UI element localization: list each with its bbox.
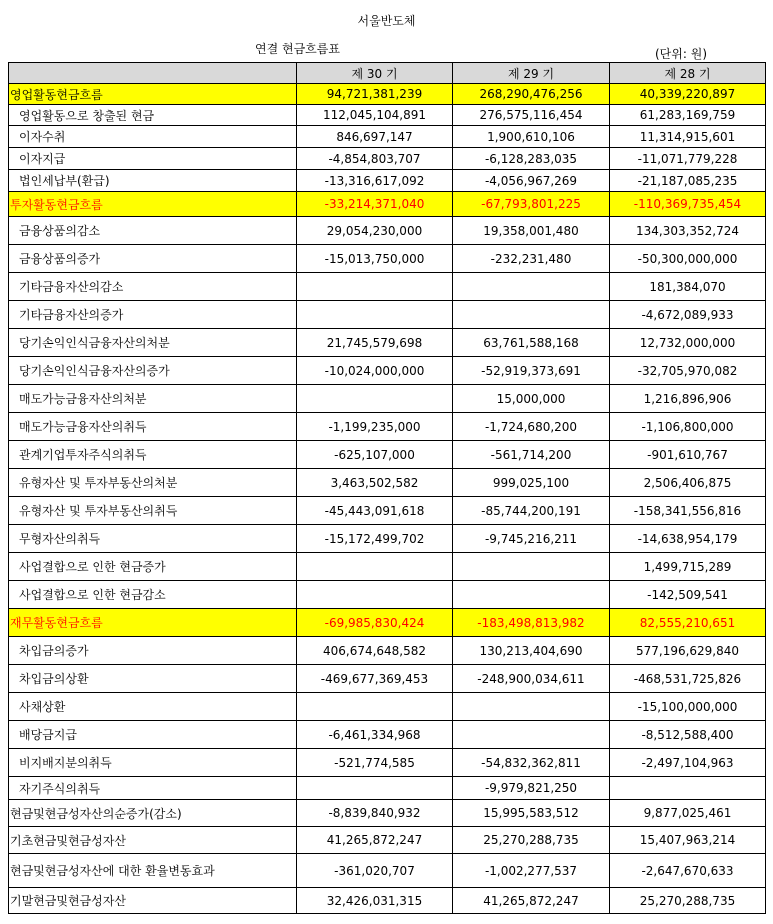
value-period-30: -10,024,000,000 [297,357,453,385]
header-row [9,63,766,84]
value-period-30: -8,839,840,932 [297,800,453,827]
table-row [9,777,766,800]
value-period-30: -4,854,803,707 [297,148,453,170]
value-period-30: 406,674,648,582 [297,637,453,665]
cash-flow-table [8,62,766,914]
value-period-30: -69,985,830,424 [297,609,453,637]
value-period-30: 29,054,230,000 [297,217,453,245]
value-period-30 [297,777,453,800]
row-label: 현금및현금성자산에 대한 환율변동효과 [9,854,297,888]
row-label: 금융상품의증가 [9,245,297,273]
row-label: 기초현금및현금성자산 [9,827,297,854]
value-period-28: -50,300,000,000 [610,245,766,273]
value-period-30 [297,581,453,609]
value-period-29: 15,000,000 [453,385,610,413]
value-period-28: -2,497,104,963 [610,749,766,777]
table-row [9,84,766,105]
value-period-29 [453,301,610,329]
row-label: 관계기업투자주식의취득 [9,441,297,469]
value-period-29: -232,231,480 [453,245,610,273]
table-row [9,854,766,888]
table-row [9,525,766,553]
value-period-28: 40,339,220,897 [610,84,766,105]
row-label: 현금및현금성자산의순증가(감소) [9,800,297,827]
value-period-28: -901,610,767 [610,441,766,469]
value-period-30: 846,697,147 [297,126,453,148]
value-period-29: 130,213,404,690 [453,637,610,665]
value-period-29 [453,553,610,581]
value-period-29: -52,919,373,691 [453,357,610,385]
row-label: 기말현금및현금성자산 [9,888,297,914]
row-label: 영업활동현금흐름 [9,84,297,105]
table-row [9,693,766,721]
value-period-28: -2,647,670,633 [610,854,766,888]
value-period-29: 1,900,610,106 [453,126,610,148]
value-period-30: 94,721,381,239 [297,84,453,105]
row-label: 재무활동현금흐름 [9,609,297,637]
value-period-30: -15,172,499,702 [297,525,453,553]
value-period-30: -625,107,000 [297,441,453,469]
row-label: 투자활동현금흐름 [9,192,297,217]
row-label: 사업결합으로 인한 현금감소 [9,581,297,609]
row-label: 당기손익인식금융자산의처분 [9,329,297,357]
row-label: 이자수취 [9,126,297,148]
header-blank [9,63,297,84]
value-period-28: 181,384,070 [610,273,766,301]
table-row [9,581,766,609]
row-label: 매도가능금융자산의처분 [9,385,297,413]
row-label: 기타금융자산의증가 [9,301,297,329]
table-row [9,553,766,581]
value-period-30: -33,214,371,040 [297,192,453,217]
value-period-28: -110,369,735,454 [610,192,766,217]
unit-label: (단위: 원) [655,47,707,61]
value-period-30: -15,013,750,000 [297,245,453,273]
table-row [9,637,766,665]
value-period-28: 15,407,963,214 [610,827,766,854]
row-label: 유형자산 및 투자부동산의취득 [9,497,297,525]
value-period-28: -158,341,556,816 [610,497,766,525]
row-label: 유형자산 및 투자부동산의처분 [9,469,297,497]
value-period-29: -9,979,821,250 [453,777,610,800]
company-name: 서울반도체 [357,14,416,28]
value-period-28: 2,506,406,875 [610,469,766,497]
value-period-29: -1,724,680,200 [453,413,610,441]
table-row [9,301,766,329]
row-label: 법인세납부(환급) [9,170,297,192]
value-period-30: -45,443,091,618 [297,497,453,525]
value-period-28: 1,216,896,906 [610,385,766,413]
value-period-28 [610,777,766,800]
value-period-30: -1,199,235,000 [297,413,453,441]
table-row [9,827,766,854]
row-label: 당기손익인식금융자산의증가 [9,357,297,385]
row-label: 기타금융자산의감소 [9,273,297,301]
row-label: 사채상환 [9,693,297,721]
value-period-28: -32,705,970,082 [610,357,766,385]
value-period-30 [297,273,453,301]
table-row [9,413,766,441]
table-row [9,385,766,413]
table-row [9,192,766,217]
table-row [9,469,766,497]
row-label: 영업활동으로 창출된 현금 [9,105,297,126]
value-period-29: -85,744,200,191 [453,497,610,525]
row-label: 사업결합으로 인한 현금증가 [9,553,297,581]
value-period-29: -183,498,813,982 [453,609,610,637]
value-period-28: -1,106,800,000 [610,413,766,441]
table-row [9,273,766,301]
statement-title: 연결 현금흐름표 [255,42,340,56]
value-period-30 [297,301,453,329]
value-period-30: 21,745,579,698 [297,329,453,357]
row-label: 배당금지급 [9,721,297,749]
row-label: 차입금의증가 [9,637,297,665]
value-period-29: -248,900,034,611 [453,665,610,693]
value-period-29 [453,721,610,749]
value-period-29: -67,793,801,225 [453,192,610,217]
table-row [9,800,766,827]
value-period-28: -468,531,725,826 [610,665,766,693]
value-period-28: 1,499,715,289 [610,553,766,581]
value-period-29: -1,002,277,537 [453,854,610,888]
value-period-29: 999,025,100 [453,469,610,497]
value-period-30: -13,316,617,092 [297,170,453,192]
row-label: 매도가능금융자산의취득 [9,413,297,441]
table-row [9,609,766,637]
value-period-29: 19,358,001,480 [453,217,610,245]
table-row [9,888,766,914]
value-period-29: 276,575,116,454 [453,105,610,126]
value-period-30: 3,463,502,582 [297,469,453,497]
value-period-28: -142,509,541 [610,581,766,609]
value-period-29 [453,581,610,609]
value-period-30 [297,553,453,581]
table-row [9,357,766,385]
value-period-29 [453,273,610,301]
value-period-28: 11,314,915,601 [610,126,766,148]
value-period-28: 9,877,025,461 [610,800,766,827]
row-label: 비지배지분의취득 [9,749,297,777]
table-row [9,105,766,126]
header-period-28: 제 28 기 [610,63,766,84]
value-period-29: -9,745,216,211 [453,525,610,553]
value-period-28: 12,732,000,000 [610,329,766,357]
value-period-28: -14,638,954,179 [610,525,766,553]
value-period-28: -11,071,779,228 [610,148,766,170]
table-row [9,497,766,525]
value-period-30: -361,020,707 [297,854,453,888]
value-period-29: 268,290,476,256 [453,84,610,105]
value-period-29: 15,995,583,512 [453,800,610,827]
value-period-29: -4,056,967,269 [453,170,610,192]
table-row [9,721,766,749]
header-period-30: 제 30 기 [297,63,453,84]
table-row [9,148,766,170]
value-period-30: 41,265,872,247 [297,827,453,854]
row-label: 차입금의상환 [9,665,297,693]
value-period-29: 63,761,588,168 [453,329,610,357]
value-period-28: -15,100,000,000 [610,693,766,721]
table-row [9,749,766,777]
table-row [9,245,766,273]
row-label: 금융상품의감소 [9,217,297,245]
header-period-29: 제 29 기 [453,63,610,84]
row-label: 자기주식의취득 [9,777,297,800]
value-period-29: 25,270,288,735 [453,827,610,854]
value-period-29: -54,832,362,811 [453,749,610,777]
value-period-30 [297,693,453,721]
value-period-29: 41,265,872,247 [453,888,610,914]
value-period-28: 25,270,288,735 [610,888,766,914]
value-period-28: 577,196,629,840 [610,637,766,665]
value-period-30: -521,774,585 [297,749,453,777]
table-row [9,665,766,693]
value-period-30: -6,461,334,968 [297,721,453,749]
table-row [9,217,766,245]
value-period-28: 61,283,169,759 [610,105,766,126]
value-period-29: -561,714,200 [453,441,610,469]
row-label: 이자지급 [9,148,297,170]
table-row [9,329,766,357]
value-period-28: -8,512,588,400 [610,721,766,749]
value-period-28: 82,555,210,651 [610,609,766,637]
value-period-30: 32,426,031,315 [297,888,453,914]
value-period-30: 112,045,104,891 [297,105,453,126]
value-period-28: -4,672,089,933 [610,301,766,329]
table-row [9,126,766,148]
value-period-28: -21,187,085,235 [610,170,766,192]
table-row [9,170,766,192]
row-label: 무형자산의취득 [9,525,297,553]
value-period-29: -6,128,283,035 [453,148,610,170]
table-row [9,441,766,469]
value-period-28: 134,303,352,724 [610,217,766,245]
value-period-29 [453,693,610,721]
value-period-30 [297,385,453,413]
value-period-30: -469,677,369,453 [297,665,453,693]
